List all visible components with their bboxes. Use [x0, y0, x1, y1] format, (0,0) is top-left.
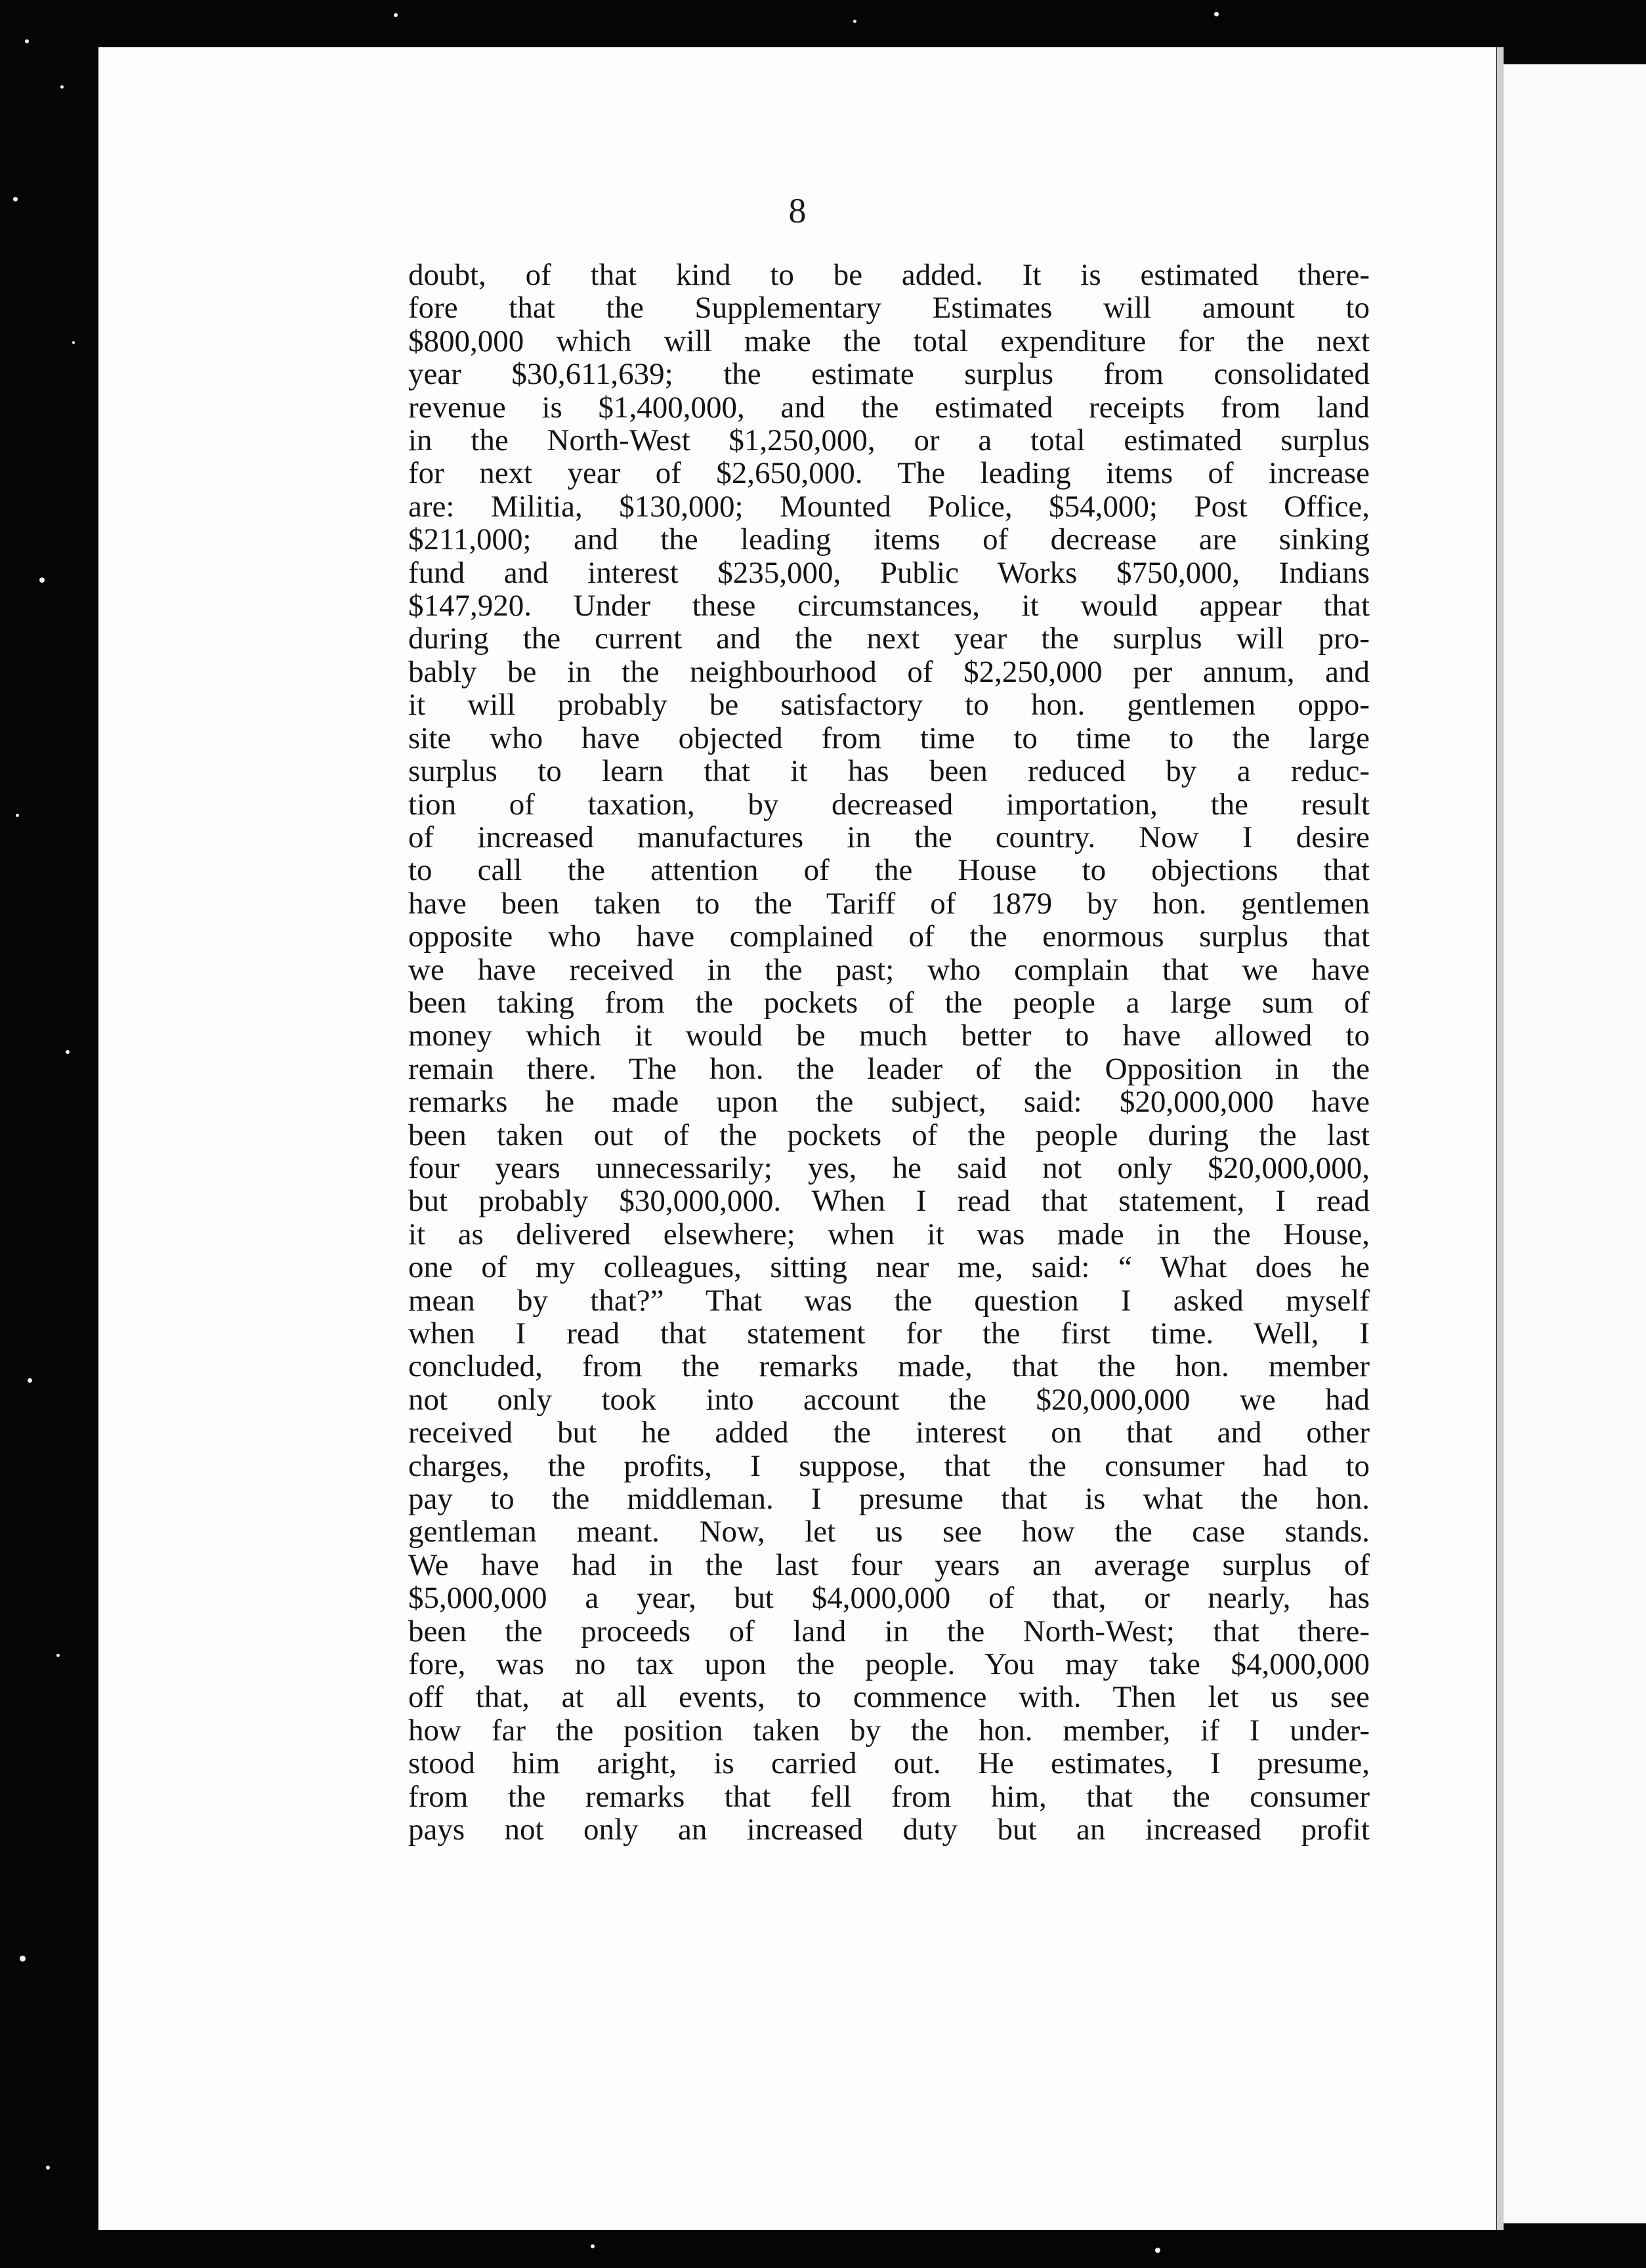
text-line: been the proceeds of land in the North-West; that there- — [408, 1614, 1370, 1648]
text-line: remain there. The hon. the leader of the Opposition in the — [408, 1051, 1370, 1086]
text-line: tion of taxation, by decreased importation, the result — [408, 787, 1370, 822]
text-line: money which it would be much better to have allowed to — [408, 1018, 1370, 1053]
text-line: for next year of $2,650,000. The leading items of increase — [408, 456, 1370, 491]
dust-speck — [39, 578, 45, 583]
page-gutter — [1497, 47, 1504, 2230]
text-line: have been taken to the Tariff of 1879 by hon. gentlemen — [408, 886, 1370, 921]
text-line: year $30,611,639; the estimate surplus from consolidated — [408, 357, 1370, 392]
text-line: site who have objected from time to time to the large — [408, 721, 1370, 755]
text-line: $211,000; and the leading items of decrease are sinking — [408, 522, 1370, 557]
text-line: pay to the middleman. I presume that is what the hon. — [408, 1482, 1370, 1517]
text-line: concluded, from the remarks made, that the hon. member — [408, 1349, 1370, 1384]
text-line: revenue is $1,400,000, and the estimated receipts from land — [408, 390, 1370, 425]
text-line: not only took into account the $20,000,000 we had — [408, 1382, 1370, 1417]
text-line: it as delivered elsewhere; when it was made in the House, — [408, 1217, 1370, 1251]
text-line: gentleman meant. Now, let us see how the case stands. — [408, 1515, 1370, 1549]
text-line: fore that the Supplementary Estimates will amount to — [408, 291, 1370, 326]
text-line: We have had in the last four years an average surplus of — [408, 1547, 1370, 1582]
dust-speck — [28, 1378, 32, 1383]
dust-speck — [72, 341, 75, 344]
text-line: fund and interest $235,000, Public Works $750,000, Indians — [408, 555, 1370, 590]
dust-speck — [591, 2244, 595, 2248]
text-line: been taken out of the pockets of the people during the last — [408, 1118, 1370, 1152]
text-line: it will probably be satisfactory to hon. gentlemen oppo- — [408, 688, 1370, 723]
text-line: pays not only an increased duty but an increased profit — [408, 1813, 1370, 1847]
text-line: off that, at all events, to commence with. Then let us see — [408, 1680, 1370, 1715]
dust-speck — [394, 13, 398, 17]
text-line: from the remarks that fell from him, that the consumer — [408, 1779, 1370, 1814]
text-line: but probably $30,000,000. When I read that statement, I read — [408, 1184, 1370, 1219]
text-line: charges, the profits, I suppose, that the consumer had to — [408, 1448, 1370, 1483]
dust-speck — [853, 20, 856, 23]
text-line: in the North-West $1,250,000, or a total estimated surplus — [408, 423, 1370, 458]
dust-speck — [1155, 2248, 1160, 2253]
facing-page-edge — [1504, 64, 1646, 2223]
text-line: doubt, of that kind to be added. It is estimated there- — [408, 258, 1370, 292]
dust-speck — [25, 39, 29, 43]
text-line: $800,000 which will make the total expenditure for the next — [408, 324, 1370, 358]
text-line: stood him aright, is carried out. He estimates, I presume, — [408, 1746, 1370, 1781]
text-line: are: Militia, $130,000; Mounted Police, $54,000; Post Office, — [408, 489, 1370, 524]
text-line: surplus to learn that it has been reduced by a reduc- — [408, 754, 1370, 789]
dust-speck — [66, 1050, 70, 1054]
body-text — [408, 259, 1370, 1847]
dust-speck — [13, 197, 18, 201]
text-line: of increased manufactures in the country. Now I desire — [408, 820, 1370, 854]
page-number: 8 — [788, 191, 807, 230]
text-line: been taking from the pockets of the people a large sum of — [408, 985, 1370, 1020]
dust-speck — [60, 85, 64, 89]
dust-speck — [56, 1654, 60, 1657]
text-line: during the current and the next year the surplus will pro- — [408, 621, 1370, 656]
text-line: remarks he made upon the subject, said: $20,000,000 have — [408, 1085, 1370, 1120]
dust-speck — [16, 814, 19, 817]
text-line: opposite who have complained of the enormous surplus that — [408, 919, 1370, 954]
text-line: to call the attention of the House to objections that — [408, 853, 1370, 888]
text-line: one of my colleagues, sitting near me, said: “ What does he — [408, 1250, 1370, 1285]
document-page — [98, 47, 1496, 2230]
text-line: fore, was no tax upon the people. You may take $4,000,000 — [408, 1647, 1370, 1682]
text-line: we have received in the past; who complain that we have — [408, 952, 1370, 987]
text-line: bably be in the neighbourhood of $2,250,000 per annum, and — [408, 654, 1370, 689]
text-line: received but he added the interest on that and other — [408, 1416, 1370, 1450]
text-line: four years unnecessarily; yes, he said not only $20,000,000, — [408, 1150, 1370, 1185]
dust-speck — [46, 2166, 50, 2170]
text-line: $147,920. Under these circumstances, it would appear that — [408, 589, 1370, 623]
dust-speck — [1214, 12, 1219, 16]
text-line: when I read that statement for the first time. Well, I — [408, 1316, 1370, 1351]
text-line: how far the position taken by the hon. member, if I under- — [408, 1713, 1370, 1748]
text-line: mean by that?” That was the question I asked myself — [408, 1283, 1370, 1318]
dust-speck — [20, 1956, 26, 1962]
text-line: $5,000,000 a year, but $4,000,000 of that, or nearly, has — [408, 1581, 1370, 1616]
